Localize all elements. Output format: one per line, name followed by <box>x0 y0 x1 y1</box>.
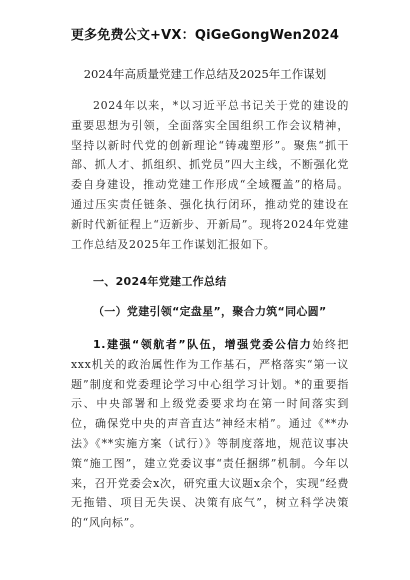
section-heading: 一、2024年党建工作总结 <box>93 275 227 288</box>
subsection-heading: （一）党建引领“定盘星”，聚合力筑“同心圆” <box>93 305 327 318</box>
body-paragraph <box>71 335 349 533</box>
intro-paragraph: 2024年以来，*以习近平总书记关于党的建设的重要思想为引领，全面落实全国组织工作会议精神，坚持以新时代党的创新理论“铸魂塑形”。聚焦“抓干部、抓人才、抓组织、抓党员”四大主线，不断强化党委自身建设，推动党建工作形成“全域覆盖”的格局。通过压实责任链条、强化执行闭环，推动党的建设在新时代新征程上“迈新步、开新局”。现将2024年党建工作总结及2025年工作谋划汇报如下。 <box>71 99 349 251</box>
item-body-text: 始终把xxx机关的政治属性作为工作基石，严格落实“第一议题”制度和党委理论学习中心组学习计划。*的重要指示、中央部署和上级党委要求均在第一时间落实到位，确保党中央的声音直达“神经末梢”。通过《**办法》《**实施方案（试行）》等制度落地，规范议事决策“施工图”，建立党委议事“责任捆绑”机制。今年以来，召开党委会x次，研究重大议题x余个，实现“经费无拖错、项目无失误、决策有底气”，树立科学决策的“风向标”。 <box>71 338 349 530</box>
document-title: 2024年高质量党建工作总结及2025年工作谋划 <box>83 67 327 81</box>
promo-watermark: 更多免费公文+VX：QiGeGongWen2024 <box>70 28 340 43</box>
item-lead-text: 1.建强“领航者”队伍，增强党委公信力 <box>93 338 313 351</box>
